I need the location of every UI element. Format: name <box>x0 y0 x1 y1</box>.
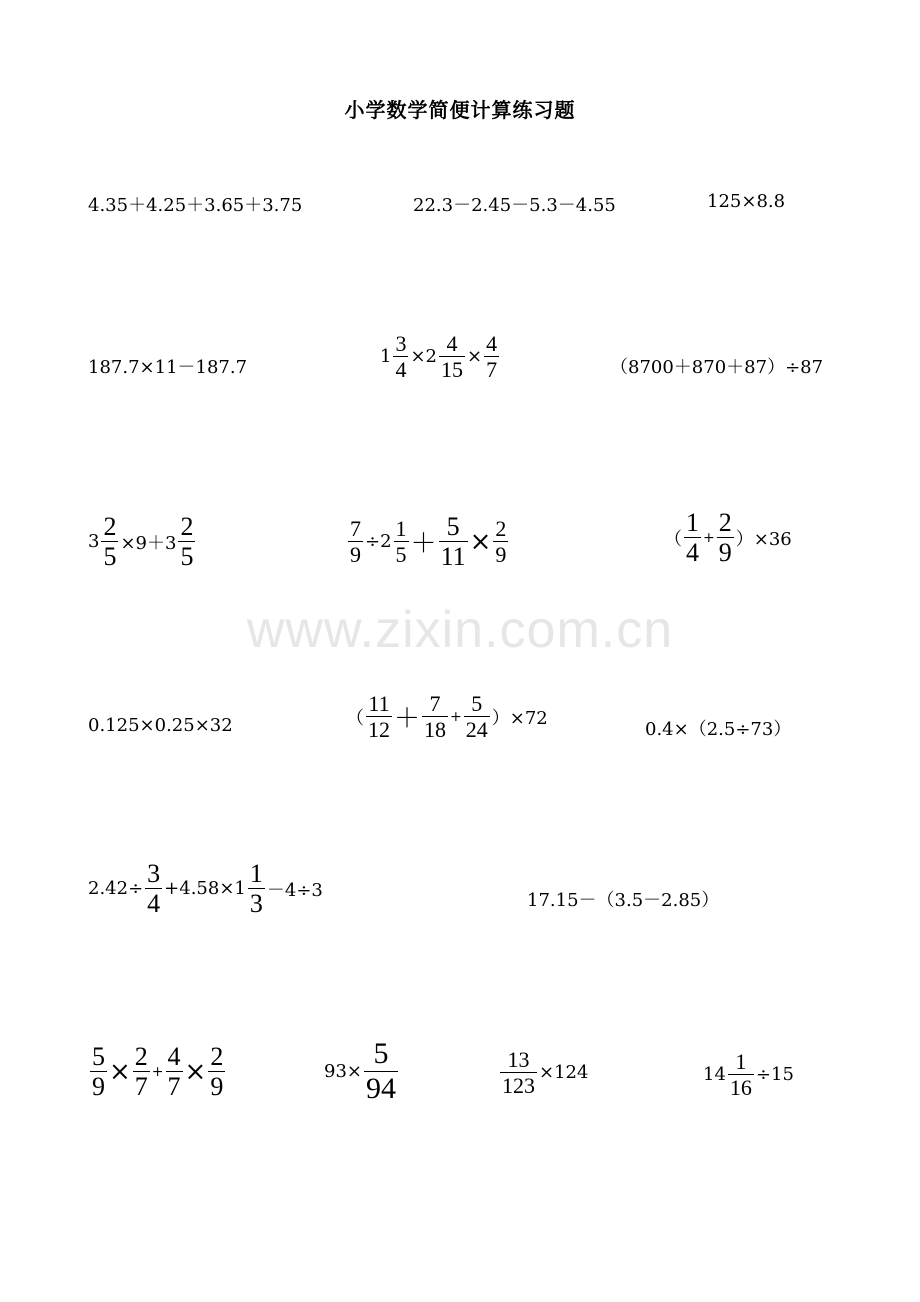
fraction <box>684 509 701 567</box>
denominator: 5 <box>395 542 407 568</box>
operator: + <box>151 1063 164 1080</box>
numerator: 2 <box>180 512 194 541</box>
fraction <box>90 1043 107 1101</box>
problem-8 <box>346 513 510 571</box>
numerator: 5 <box>92 1042 105 1071</box>
numerator: 2 <box>495 516 507 542</box>
denominator: 94 <box>366 1071 396 1105</box>
fraction <box>500 1048 537 1097</box>
fraction <box>464 692 490 741</box>
operator: ×124 <box>539 1062 589 1084</box>
numerator: 1 <box>249 859 263 888</box>
problem-15 <box>88 1043 227 1101</box>
operand: 93× <box>324 1060 362 1082</box>
operator: ÷2 <box>365 531 392 553</box>
denominator: 7 <box>167 1072 181 1102</box>
fraction <box>208 1043 225 1101</box>
fraction <box>422 692 448 741</box>
problem-1: 4.35＋4.25＋3.65＋3.75 <box>88 195 303 216</box>
fraction <box>101 513 118 571</box>
numerator: 7 <box>350 516 361 542</box>
problem-14: 17.15－（3.5－2.85） <box>527 890 720 911</box>
denominator: 3 <box>249 889 263 919</box>
fraction <box>393 332 408 381</box>
denominator: 16 <box>729 1075 752 1101</box>
numerator: 11 <box>368 691 390 716</box>
problem-3: 125×8.8 <box>707 191 786 212</box>
operator: × <box>469 526 492 557</box>
operator: ×2 <box>410 346 437 368</box>
fraction <box>493 517 508 566</box>
numerator: 13 <box>507 1047 530 1072</box>
numerator: 1 <box>395 516 407 542</box>
fraction <box>178 513 195 571</box>
problem-9 <box>664 509 792 567</box>
fraction <box>166 1043 183 1101</box>
denominator: 9 <box>210 1072 224 1102</box>
denominator: 123 <box>502 1073 535 1099</box>
watermark: www.zixin.com.cn <box>246 601 674 659</box>
fraction <box>717 509 734 567</box>
problem-16 <box>324 1038 400 1104</box>
denominator: 5 <box>180 542 194 572</box>
fraction <box>364 1038 398 1104</box>
problem-4: 187.7×11－187.7 <box>88 357 248 378</box>
operator: + <box>703 529 715 546</box>
operator: ）×36 <box>735 528 792 550</box>
denominator: 12 <box>368 717 390 743</box>
numerator: 5 <box>373 1037 389 1070</box>
problem-11 <box>346 692 548 741</box>
operand: 2.42÷ <box>88 878 144 900</box>
whole-number: 14 <box>703 1064 726 1086</box>
numerator: 5 <box>446 512 460 541</box>
problem-5 <box>380 332 501 381</box>
open-paren: （ <box>664 528 682 550</box>
fraction <box>439 332 465 381</box>
operator: × <box>109 1056 131 1087</box>
fraction <box>366 692 392 741</box>
denominator: 4 <box>395 357 407 383</box>
numerator: 7 <box>429 691 441 716</box>
denominator: 7 <box>134 1072 148 1102</box>
denominator: 11 <box>440 542 466 572</box>
whole-number: 3 <box>88 531 100 553</box>
whole-number: 1 <box>380 346 392 368</box>
operator: ＋ <box>410 529 437 560</box>
denominator: 18 <box>424 717 447 743</box>
numerator: 2 <box>718 508 732 537</box>
operator: ＋ <box>394 704 421 735</box>
problem-10: 0.125×0.25×32 <box>88 715 233 736</box>
problem-13 <box>88 860 323 918</box>
problem-18 <box>703 1050 794 1099</box>
denominator: 24 <box>465 717 488 743</box>
operator: × <box>184 1056 207 1087</box>
numerator: 4 <box>486 331 498 356</box>
fraction <box>145 860 162 918</box>
operator: × <box>467 346 483 368</box>
numerator: 2 <box>134 1042 148 1071</box>
numerator: 4 <box>167 1042 181 1071</box>
fraction <box>728 1050 754 1099</box>
problem-2: 22.3－2.45－5.3－4.55 <box>413 195 616 216</box>
problem-7 <box>88 513 197 571</box>
denominator: 9 <box>495 542 507 568</box>
problem-17 <box>498 1048 588 1097</box>
denominator: 9 <box>718 538 732 568</box>
numerator: 3 <box>147 859 161 888</box>
operator: －4÷3 <box>266 879 323 901</box>
fraction <box>248 860 265 918</box>
fraction <box>439 513 468 571</box>
numerator: 3 <box>395 331 407 356</box>
operator: ×9＋3 <box>120 532 177 554</box>
problem-6: （8700＋870＋87）÷87 <box>610 357 824 378</box>
numerator: 2 <box>103 512 117 541</box>
numerator: 1 <box>686 508 699 537</box>
numerator: 2 <box>210 1042 224 1071</box>
fraction <box>484 332 499 381</box>
operator: ）×72 <box>491 707 548 729</box>
fraction <box>133 1043 150 1101</box>
fraction <box>348 517 363 566</box>
denominator: 5 <box>103 542 117 572</box>
operator: +4.58×1 <box>164 878 246 900</box>
denominator: 15 <box>441 357 463 383</box>
page-title: 小学数学简便计算练习题 <box>344 98 576 122</box>
numerator: 5 <box>471 691 483 716</box>
fraction <box>394 517 409 566</box>
open-paren: （ <box>346 707 364 729</box>
denominator: 4 <box>147 889 161 919</box>
numerator: 1 <box>735 1049 747 1074</box>
numerator: 4 <box>446 331 458 356</box>
denominator: 9 <box>350 542 361 568</box>
operator: + <box>450 708 462 725</box>
problem-12: 0.4×（2.5÷73） <box>645 719 792 740</box>
denominator: 7 <box>486 357 498 383</box>
denominator: 4 <box>686 538 699 568</box>
denominator: 9 <box>92 1072 105 1102</box>
operator: ÷15 <box>755 1064 794 1086</box>
